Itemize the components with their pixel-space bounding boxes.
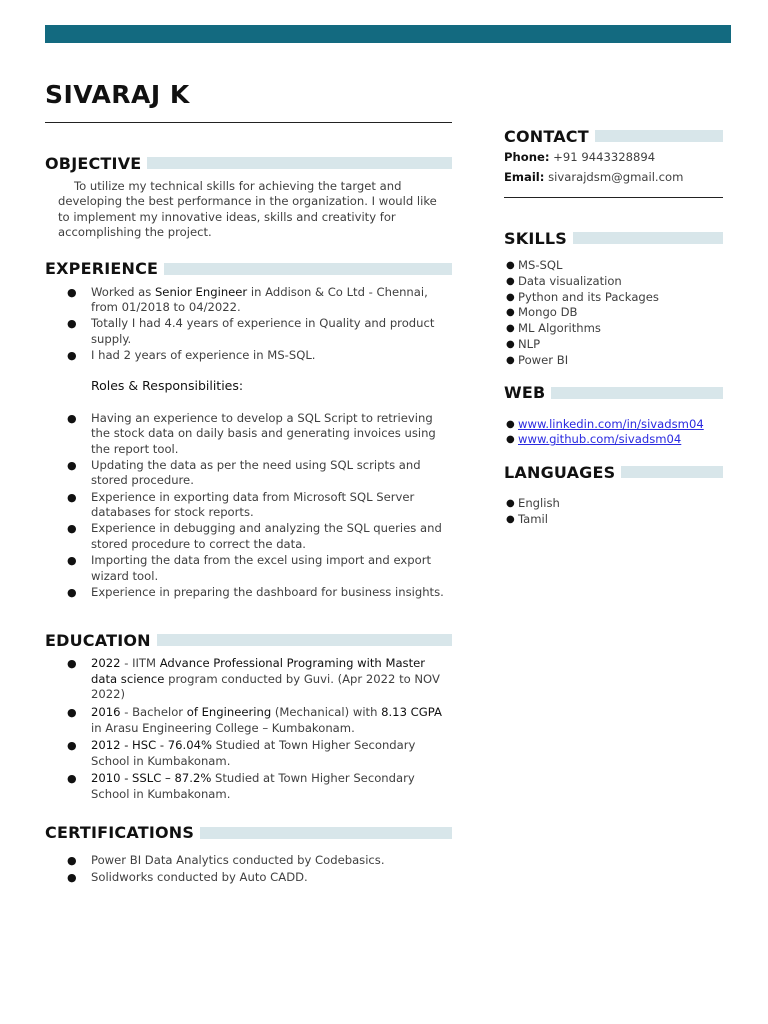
section-fill-bar [157, 634, 452, 646]
experience-title: EXPERIENCE [45, 259, 159, 279]
bullet-icon: ● [67, 317, 77, 331]
certifications-list [45, 845, 452, 886]
web-list [504, 405, 723, 449]
bullet-icon: ● [506, 260, 515, 271]
list-item: ● MS-SQL [506, 258, 563, 272]
languages-title: LANGUAGES [504, 462, 616, 482]
roles-list [45, 411, 452, 601]
bullet-icon: ● [67, 349, 77, 362]
bullet-icon: ● [506, 498, 515, 510]
list-item: ● Experience in preparing the dashboard for business insights. [67, 584, 444, 599]
sidebar-column [504, 124, 723, 528]
objective-title: OBJECTIVE [45, 153, 142, 173]
languages-list [504, 484, 723, 528]
bullet-icon: ● [67, 411, 77, 425]
education-list [45, 652, 452, 802]
bullet-icon: ● [67, 585, 77, 599]
list-item: ● Data visualization [506, 273, 622, 288]
bullet-icon: ● [67, 458, 77, 472]
experience-list [45, 281, 452, 364]
list-item: ● Power BI [506, 352, 569, 367]
list-item: ● 2022 - IITM Advance Professional Programing with Master data science program conducted by Guvi. (Apr 2022 to NOV 2022) [67, 656, 440, 702]
list-item: ● Mongo DB [506, 305, 578, 320]
name-divider [45, 122, 452, 123]
roles-label: Roles & Responsibilities: [91, 377, 244, 393]
bullet-icon: ● [67, 853, 77, 867]
list-item [504, 432, 723, 448]
bullet-icon: ● [506, 323, 515, 335]
list-item: ● 2016 - Bachelor of Engineering (Mechanical) with 8.13 CGPA in Arasu Engineering College – Kumbakonam. [67, 705, 442, 735]
bullet-icon: ● [67, 739, 77, 753]
section-fill-bar [200, 827, 452, 839]
bullet-icon: ● [67, 657, 77, 671]
web-title: WEB [504, 383, 546, 403]
bullet-icon: ● [67, 490, 77, 504]
list-item: ● I had 2 years of experience in MS-SQL. [67, 348, 316, 362]
experience-header [45, 257, 452, 281]
section-fill-bar [147, 157, 452, 169]
section-fill-bar [551, 387, 723, 399]
section-fill-bar [621, 466, 723, 478]
section-fill-bar [573, 232, 723, 244]
list-item: ● Totally I had 4.4 years of experience in Quality and product supply. [67, 316, 435, 346]
bullet-icon: ● [67, 706, 77, 719]
contact-title: CONTACT [504, 126, 589, 146]
section-fill-bar [595, 130, 723, 142]
bullet-icon: ● [506, 275, 515, 287]
list-item: ● Experience in debugging and analyzing the SQL queries and stored procedure to correct the data. [67, 521, 442, 551]
candidate-name: SIVARAJ K [45, 80, 190, 109]
list-item: ● Worked as Senior Engineer in Addison & Co Ltd - Chennai, from 01/2018 to 04/2022. [67, 284, 428, 315]
header-accent-bar [45, 25, 731, 43]
list-item: ● English [506, 496, 560, 511]
list-item: ● Solidworks conducted by Auto CADD. [67, 870, 308, 885]
bullet-icon: ● [67, 522, 77, 536]
contact-divider [504, 197, 723, 198]
list-item: ● 2012 - HSC - 76.04% Studied at Town Higher Secondary School in Kumbakonam. [67, 738, 416, 768]
list-item [504, 417, 723, 433]
bullet-icon: ● [67, 553, 77, 567]
skills-title: SKILLS [504, 228, 567, 248]
bullet-icon: ● [67, 871, 77, 885]
certifications-header [45, 821, 452, 845]
languages-header [504, 460, 723, 484]
objective-header [45, 151, 452, 175]
list-item: ● Having an experience to develop a SQL Script to retrieving the stock data on daily basis and generating invoices using the report tool. [67, 410, 436, 456]
list-item: ● Power BI Data Analytics conducted by Codebasics. [67, 852, 385, 867]
contact-email: Email: sivarajdsm@gmail.com [504, 170, 684, 184]
list-item: ● NLP [506, 336, 541, 351]
linkedin-link[interactable]: www.linkedin.com/in/sivadsm04 [518, 416, 704, 431]
contact-header [504, 124, 723, 148]
github-link[interactable]: www.github.com/sivadsm04 [518, 432, 682, 447]
bullet-icon: ● [67, 285, 77, 299]
bullet-icon: ● [506, 434, 515, 446]
bullet-icon: ● [506, 338, 515, 350]
education-header [45, 628, 452, 652]
bullet-icon: ● [506, 354, 515, 366]
skills-list [504, 250, 723, 369]
bullet-icon: ● [506, 291, 515, 303]
contact-phone: Phone: +91 9443328894 [504, 150, 656, 164]
web-header [504, 381, 723, 405]
objective-text: To utilize my technical skills for achieving the target and developing the best performance in the organization. I would like to implement my innovative ideas, skills and creativity for accomplishing the project. [58, 179, 437, 240]
list-item: ● ML Algorithms [506, 321, 601, 336]
main-column [45, 78, 452, 886]
education-title: EDUCATION [45, 630, 151, 650]
list-item: ● Tamil [506, 511, 549, 526]
list-item: ● Experience in exporting data from Microsoft SQL Server databases for stock reports. [67, 489, 415, 520]
bullet-icon: ● [506, 513, 515, 525]
list-item: ● Python and its Packages [506, 289, 659, 304]
bullet-icon: ● [506, 418, 515, 430]
list-item: ● Importing the data from the excel using import and export wizard tool. [67, 552, 431, 583]
list-item: ● Updating the data as per the need using SQL scripts and stored procedure. [67, 457, 421, 488]
skills-header [504, 226, 723, 250]
certifications-title: CERTIFICATIONS [45, 823, 195, 843]
bullet-icon: ● [67, 772, 77, 786]
bullet-icon: ● [506, 307, 515, 319]
section-fill-bar [164, 263, 452, 275]
list-item: ● 2010 - SSLC – 87.2% Studied at Town Higher Secondary School in Kumbakonam. [67, 771, 415, 801]
